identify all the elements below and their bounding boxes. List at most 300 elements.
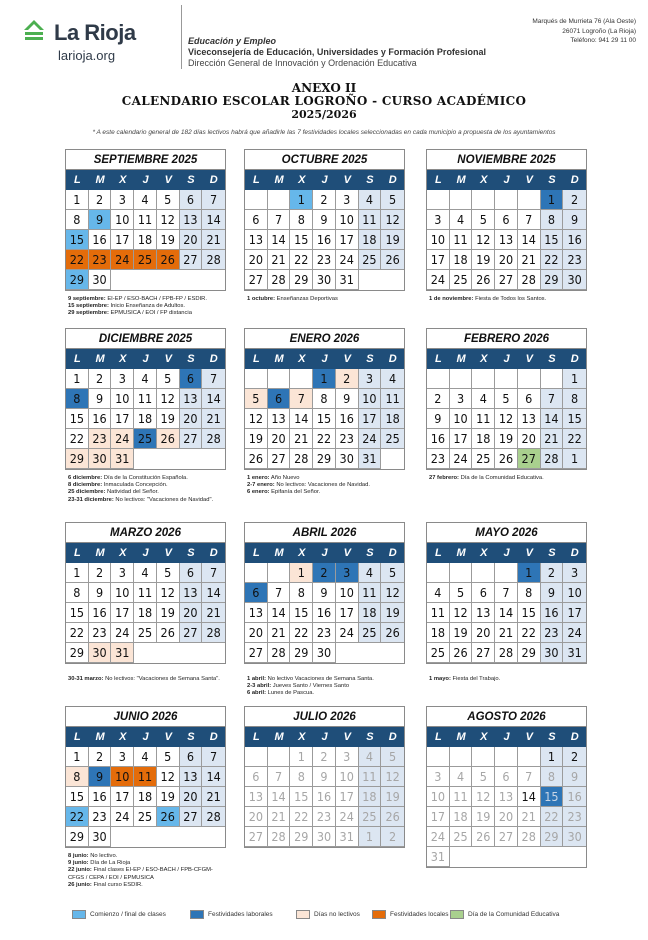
calendar-day: 26 (450, 643, 473, 663)
calendar-day: 27 (245, 827, 268, 847)
calendar-day: 25 (381, 429, 404, 449)
calendar-day: 15 (313, 409, 336, 429)
calendar-day: 2 (563, 190, 586, 210)
calendar-day: 19 (450, 623, 473, 643)
note-line: 29 septiembre: EPMUSICA / EOI / FP distancia (68, 310, 192, 317)
month-title: ABRIL 2026 (245, 523, 404, 543)
dept-line-1: Educación y Empleo (188, 36, 277, 46)
weekday-label: S (187, 731, 195, 743)
month-title: ENERO 2026 (245, 329, 404, 349)
calendar-day: 6 (268, 389, 291, 409)
weekday-label: V (164, 731, 172, 743)
weekday-label: L (252, 174, 260, 186)
calendar-day: 7 (290, 389, 313, 409)
weekday-label: D (209, 731, 218, 743)
calendar-day: 7 (202, 369, 225, 389)
calendar-day: 8 (290, 583, 313, 603)
empty-cell (495, 190, 518, 210)
calendar-day: 13 (180, 583, 203, 603)
calendar-day: 19 (245, 429, 268, 449)
note-line: 8 junio: No lectivo. (68, 853, 118, 859)
calendar-day: 5 (245, 389, 268, 409)
calendar-day: 25 (359, 250, 382, 270)
note-line: 9 septiembre: EI-EP / ESO-BACH / FPB-FP / ESDIR. (68, 296, 207, 302)
calendar-day: 6 (518, 389, 541, 409)
calendar-day: 31 (563, 643, 586, 663)
weekday-label: J (503, 731, 510, 743)
weekday-header (427, 727, 586, 747)
calendar-day: 2 (313, 747, 336, 767)
calendar-day: 31 (111, 449, 134, 469)
calendar-day: 14 (268, 787, 291, 807)
weekday-label: X (480, 353, 488, 365)
next-month-day: 1 (359, 827, 382, 847)
weekday-label: J (321, 731, 328, 743)
weekday-label: S (548, 353, 556, 365)
weekday-label: X (298, 353, 306, 365)
calendar-day: 17 (450, 429, 473, 449)
calendar-day: 25 (450, 270, 473, 290)
calendar-day: 20 (245, 250, 268, 270)
calendar-day: 29 (541, 270, 564, 290)
weekday-label: X (298, 731, 306, 743)
weekday-label: S (366, 731, 374, 743)
calendar-day: 25 (359, 623, 382, 643)
calendar-day: 23 (427, 449, 450, 469)
calendar-day: 23 (313, 250, 336, 270)
calendar-day: 9 (563, 210, 586, 230)
calendar-day: 15 (541, 787, 564, 807)
weekday-label: X (480, 731, 488, 743)
calendar-day: 22 (66, 429, 89, 449)
calendar-day: 10 (563, 583, 586, 603)
calendar-day: 29 (313, 449, 336, 469)
calendar-day: 30 (313, 270, 336, 290)
empty-cell (268, 563, 291, 583)
calendar-day: 6 (180, 563, 203, 583)
empty-cell (245, 747, 268, 767)
calendar-day: 2 (313, 190, 336, 210)
calendar-day: 21 (202, 787, 225, 807)
calendar-day: 2 (89, 747, 112, 767)
calendar-day: 4 (450, 210, 473, 230)
calendar-day: 1 (290, 563, 313, 583)
calendar-day: 17 (427, 807, 450, 827)
calendar-day: 8 (290, 767, 313, 787)
day-grid (66, 369, 225, 469)
weekday-label: J (503, 547, 510, 559)
calendar-day: 4 (134, 747, 157, 767)
weekday-label: L (73, 353, 81, 365)
calendar-day: 6 (245, 583, 268, 603)
calendar-day: 21 (202, 603, 225, 623)
calendar-day: 2 (427, 389, 450, 409)
calendar-day: 4 (359, 747, 382, 767)
month-notes (247, 296, 407, 303)
calendar-day: 23 (313, 807, 336, 827)
calendar-day: 2 (336, 369, 359, 389)
calendar-day: 17 (336, 230, 359, 250)
address-line-1: Marqués de Murrieta 76 (Ala Oeste) (532, 18, 636, 25)
calendar-day: 18 (134, 787, 157, 807)
empty-cell (495, 747, 518, 767)
calendar-day: 20 (180, 409, 203, 429)
calendar-day: 18 (134, 603, 157, 623)
calendar-day: 6 (495, 210, 518, 230)
calendar-day: 12 (450, 603, 473, 623)
weekday-label: J (503, 353, 510, 365)
weekday-label: M (456, 547, 466, 559)
weekday-label: V (525, 547, 533, 559)
weekday-label: D (388, 174, 397, 186)
calendar-day: 13 (245, 787, 268, 807)
calendar-day: 11 (381, 389, 404, 409)
day-grid (66, 190, 225, 290)
calendar-day: 30 (89, 449, 112, 469)
calendar-day: 5 (157, 563, 180, 583)
calendar-day: 18 (427, 623, 450, 643)
calendar-day: 11 (472, 409, 495, 429)
calendar-day: 28 (518, 827, 541, 847)
address-line-3: Teléfono: 941 29 11 00 (570, 37, 636, 44)
weekday-label: X (119, 731, 127, 743)
calendar-day: 23 (563, 807, 586, 827)
calendar-day: 29 (290, 827, 313, 847)
calendar-day: 24 (359, 429, 382, 449)
calendar-day: 24 (563, 623, 586, 643)
calendar-day: 30 (336, 449, 359, 469)
weekday-label: J (142, 174, 149, 186)
weekday-label: D (570, 547, 579, 559)
weekday-label: V (343, 731, 351, 743)
calendar-day: 9 (563, 767, 586, 787)
calendar-day: 27 (180, 250, 203, 270)
weekday-label: S (187, 547, 195, 559)
calendar-day: 23 (89, 250, 112, 270)
calendar-day: 4 (359, 190, 382, 210)
calendar-day: 14 (268, 230, 291, 250)
calendar-day: 18 (359, 230, 382, 250)
calendar-day: 12 (381, 210, 404, 230)
calendar-day: 8 (66, 767, 89, 787)
weekday-label: M (274, 174, 284, 186)
weekday-label: X (119, 353, 127, 365)
calendar-day: 5 (157, 747, 180, 767)
calendar-day: 19 (157, 409, 180, 429)
day-grid (427, 369, 586, 469)
calendar-day: 4 (134, 190, 157, 210)
note-line: 1 de noviembre: Fiesta de Todos los Santos. (429, 296, 547, 302)
next-month-day: 2 (381, 827, 404, 847)
dept-line-2: Viceconsejería de Educación, Universidades y Formación Profesional (188, 47, 486, 57)
weekday-label: L (73, 731, 81, 743)
weekday-label: M (274, 353, 284, 365)
empty-cell (472, 747, 495, 767)
weekday-label: D (570, 353, 579, 365)
calendar-day: 9 (313, 583, 336, 603)
weekday-label: V (164, 353, 172, 365)
calendar-day: 20 (180, 603, 203, 623)
calendar-day: 21 (495, 623, 518, 643)
calendar-day: 14 (518, 787, 541, 807)
note-line: 6 abril: Lunes de Pascua. (247, 690, 315, 697)
weekday-label: X (298, 174, 306, 186)
calendar-day: 10 (450, 409, 473, 429)
legend-label: Festividades locales (390, 911, 449, 918)
empty-cell (427, 563, 450, 583)
calendar-day: 3 (359, 369, 382, 389)
day-grid (427, 747, 586, 867)
calendar-day: 15 (563, 409, 586, 429)
calendar-day: 24 (450, 449, 473, 469)
calendar-day: 20 (245, 623, 268, 643)
note-line: 2-7 enero: No lectivos: Vacaciones de Navidad. (247, 482, 370, 489)
calendar-day: 11 (359, 767, 382, 787)
calendar-day: 29 (518, 643, 541, 663)
calendar-day: 28 (202, 429, 225, 449)
month-calendar (244, 706, 405, 848)
calendar-day: 14 (202, 389, 225, 409)
calendar-day: 8 (66, 583, 89, 603)
note-line: 23-31 diciembre: No lectivos: "Vacaciones de Navidad". (68, 496, 214, 503)
calendar-day: 3 (427, 767, 450, 787)
calendar-day: 22 (541, 250, 564, 270)
day-grid (66, 563, 225, 663)
calendar-day: 8 (313, 389, 336, 409)
calendar-day: 24 (111, 429, 134, 449)
calendar-day: 20 (245, 807, 268, 827)
month-notes (68, 475, 228, 504)
calendar-day: 19 (381, 230, 404, 250)
calendar-day: 4 (134, 369, 157, 389)
la-rioja-logo-icon (22, 16, 46, 44)
legend-item (72, 909, 166, 920)
calendar-day: 11 (427, 603, 450, 623)
calendar-day: 27 (180, 623, 203, 643)
month-title: FEBRERO 2026 (427, 329, 586, 349)
calendar-day: 26 (381, 623, 404, 643)
calendar-day: 13 (495, 787, 518, 807)
legend-item (296, 909, 360, 920)
calendar-day: 7 (202, 563, 225, 583)
weekday-label: J (321, 547, 328, 559)
calendar-day: 10 (427, 230, 450, 250)
calendar-day: 23 (313, 623, 336, 643)
calendar-day: 28 (268, 643, 291, 663)
address-line-2: 26071 Logroño (La Rioja) (562, 27, 636, 35)
calendar-day: 4 (359, 563, 382, 583)
calendar-day: 28 (495, 643, 518, 663)
calendar-day: 15 (66, 603, 89, 623)
calendar-day: 8 (563, 389, 586, 409)
month-notes (429, 296, 629, 303)
dept-line-3: Dirección General de Innovación y Ordenación Educativa (188, 58, 417, 68)
calendar-day: 22 (66, 623, 89, 643)
calendar-day: 29 (541, 827, 564, 847)
calendar-day: 14 (202, 583, 225, 603)
weekday-label: L (73, 174, 81, 186)
calendar-day: 16 (313, 230, 336, 250)
month-title: SEPTIEMBRE 2025 (66, 150, 225, 170)
calendar-day: 19 (157, 603, 180, 623)
day-grid (66, 747, 225, 847)
calendar-day: 4 (381, 369, 404, 389)
legend-label: Día de la Comunidad Educativa (468, 911, 560, 918)
calendar-day: 9 (89, 210, 112, 230)
weekday-header (245, 349, 404, 369)
day-grid (427, 190, 586, 290)
calendar-day: 17 (111, 603, 134, 623)
empty-cell (518, 369, 541, 389)
calendar-day: 22 (541, 807, 564, 827)
weekday-label: V (164, 174, 172, 186)
weekday-label: L (252, 353, 260, 365)
calendar-day: 10 (336, 210, 359, 230)
calendar-day: 18 (134, 409, 157, 429)
calendar-day: 26 (157, 250, 180, 270)
calendar-day: 15 (66, 230, 89, 250)
department-block (188, 36, 486, 69)
calendar-day: 4 (134, 563, 157, 583)
legend-label: Festividades laborales (208, 911, 273, 918)
calendar-day: 30 (563, 827, 586, 847)
calendar-day: 15 (66, 409, 89, 429)
logo-url: larioja.org (58, 48, 116, 63)
month-notes (429, 676, 629, 683)
calendar-day: 7 (268, 210, 291, 230)
empty-cell (450, 369, 473, 389)
calendar-day: 30 (563, 270, 586, 290)
weekday-header (427, 349, 586, 369)
weekday-label: S (366, 174, 374, 186)
calendar-day: 11 (359, 583, 382, 603)
note-line: 22 junio: Final clases EI-EP / ESO-BACH / FPB-CFGM-CFGS / CEPA / EOI / EPMUSICA (68, 867, 213, 881)
calendar-day: 14 (290, 409, 313, 429)
calendar-day: 23 (89, 807, 112, 827)
month-calendar (244, 149, 405, 291)
weekday-label: L (73, 547, 81, 559)
calendar-day: 3 (111, 563, 134, 583)
calendar-day: 28 (202, 623, 225, 643)
calendar-day: 17 (427, 250, 450, 270)
calendar-day: 23 (89, 623, 112, 643)
calendar-day: 8 (541, 767, 564, 787)
calendar-day: 26 (381, 250, 404, 270)
calendar-day: 20 (180, 230, 203, 250)
calendar-day: 25 (359, 807, 382, 827)
legend-item (450, 909, 559, 920)
month-notes (68, 853, 228, 889)
calendar-day: 11 (359, 210, 382, 230)
calendar-day: 3 (336, 747, 359, 767)
calendar-day: 22 (290, 807, 313, 827)
month-notes (429, 475, 629, 482)
weekday-label: S (548, 547, 556, 559)
calendar-day: 16 (541, 603, 564, 623)
month-calendar (65, 328, 226, 470)
calendar-day: 3 (427, 210, 450, 230)
weekday-label: D (209, 174, 218, 186)
calendar-day: 17 (111, 409, 134, 429)
weekday-label: S (548, 174, 556, 186)
calendar-day: 11 (450, 787, 473, 807)
calendar-day: 26 (472, 270, 495, 290)
empty-cell (450, 747, 473, 767)
weekday-header (66, 727, 225, 747)
calendar-day: 21 (518, 250, 541, 270)
weekday-header (427, 543, 586, 563)
empty-cell (472, 369, 495, 389)
calendar-day: 22 (290, 623, 313, 643)
calendar-day: 9 (313, 767, 336, 787)
calendar-day: 5 (157, 369, 180, 389)
month-calendar (65, 522, 226, 664)
calendar-day: 9 (89, 389, 112, 409)
month-calendar (426, 522, 587, 664)
weekday-label: L (252, 731, 260, 743)
month-title: NOVIEMBRE 2025 (427, 150, 586, 170)
calendar-day: 7 (495, 583, 518, 603)
calendar-day: 17 (336, 787, 359, 807)
calendar-day: 19 (472, 250, 495, 270)
calendar-day: 10 (111, 767, 134, 787)
weekday-label: X (480, 174, 488, 186)
calendar-day: 29 (66, 270, 89, 290)
month-title: JUNIO 2026 (66, 707, 225, 727)
month-notes (247, 475, 407, 497)
calendar-day: 26 (157, 429, 180, 449)
weekday-label: V (164, 547, 172, 559)
month-notes (68, 296, 228, 318)
legend-label: Días no lectivos (314, 911, 360, 918)
calendar-day: 5 (472, 210, 495, 230)
calendar-day: 21 (268, 250, 291, 270)
weekday-label: S (548, 731, 556, 743)
calendar-day: 13 (268, 409, 291, 429)
calendar-day: 15 (66, 787, 89, 807)
calendar-day: 17 (111, 230, 134, 250)
calendar-day: 10 (427, 787, 450, 807)
weekday-label: L (434, 174, 442, 186)
calendar-day: 5 (381, 190, 404, 210)
calendar-day: 5 (495, 389, 518, 409)
page-header (0, 0, 648, 80)
calendar-day: 16 (563, 230, 586, 250)
calendar-day: 17 (111, 787, 134, 807)
calendar-day: 16 (563, 787, 586, 807)
month-calendar (426, 149, 587, 291)
calendar-day: 6 (245, 210, 268, 230)
calendar-day: 12 (245, 409, 268, 429)
calendar-day: 28 (541, 449, 564, 469)
calendar-day: 15 (290, 787, 313, 807)
calendar-day: 23 (336, 429, 359, 449)
calendar-day: 13 (180, 389, 203, 409)
weekday-label: V (343, 174, 351, 186)
calendar-day: 22 (66, 807, 89, 827)
calendar-day: 5 (450, 583, 473, 603)
note-line: 2-3 abril: Jueves Santo / Viernes Santo (247, 683, 350, 690)
calendar-day: 30 (89, 270, 112, 290)
calendar-day: 26 (472, 827, 495, 847)
calendar-day: 9 (541, 583, 564, 603)
calendar-day: 24 (111, 250, 134, 270)
calendar-day: 20 (495, 807, 518, 827)
calendar-day: 19 (381, 603, 404, 623)
calendar-day: 28 (202, 250, 225, 270)
calendar-day: 21 (202, 409, 225, 429)
calendar-day: 22 (313, 429, 336, 449)
